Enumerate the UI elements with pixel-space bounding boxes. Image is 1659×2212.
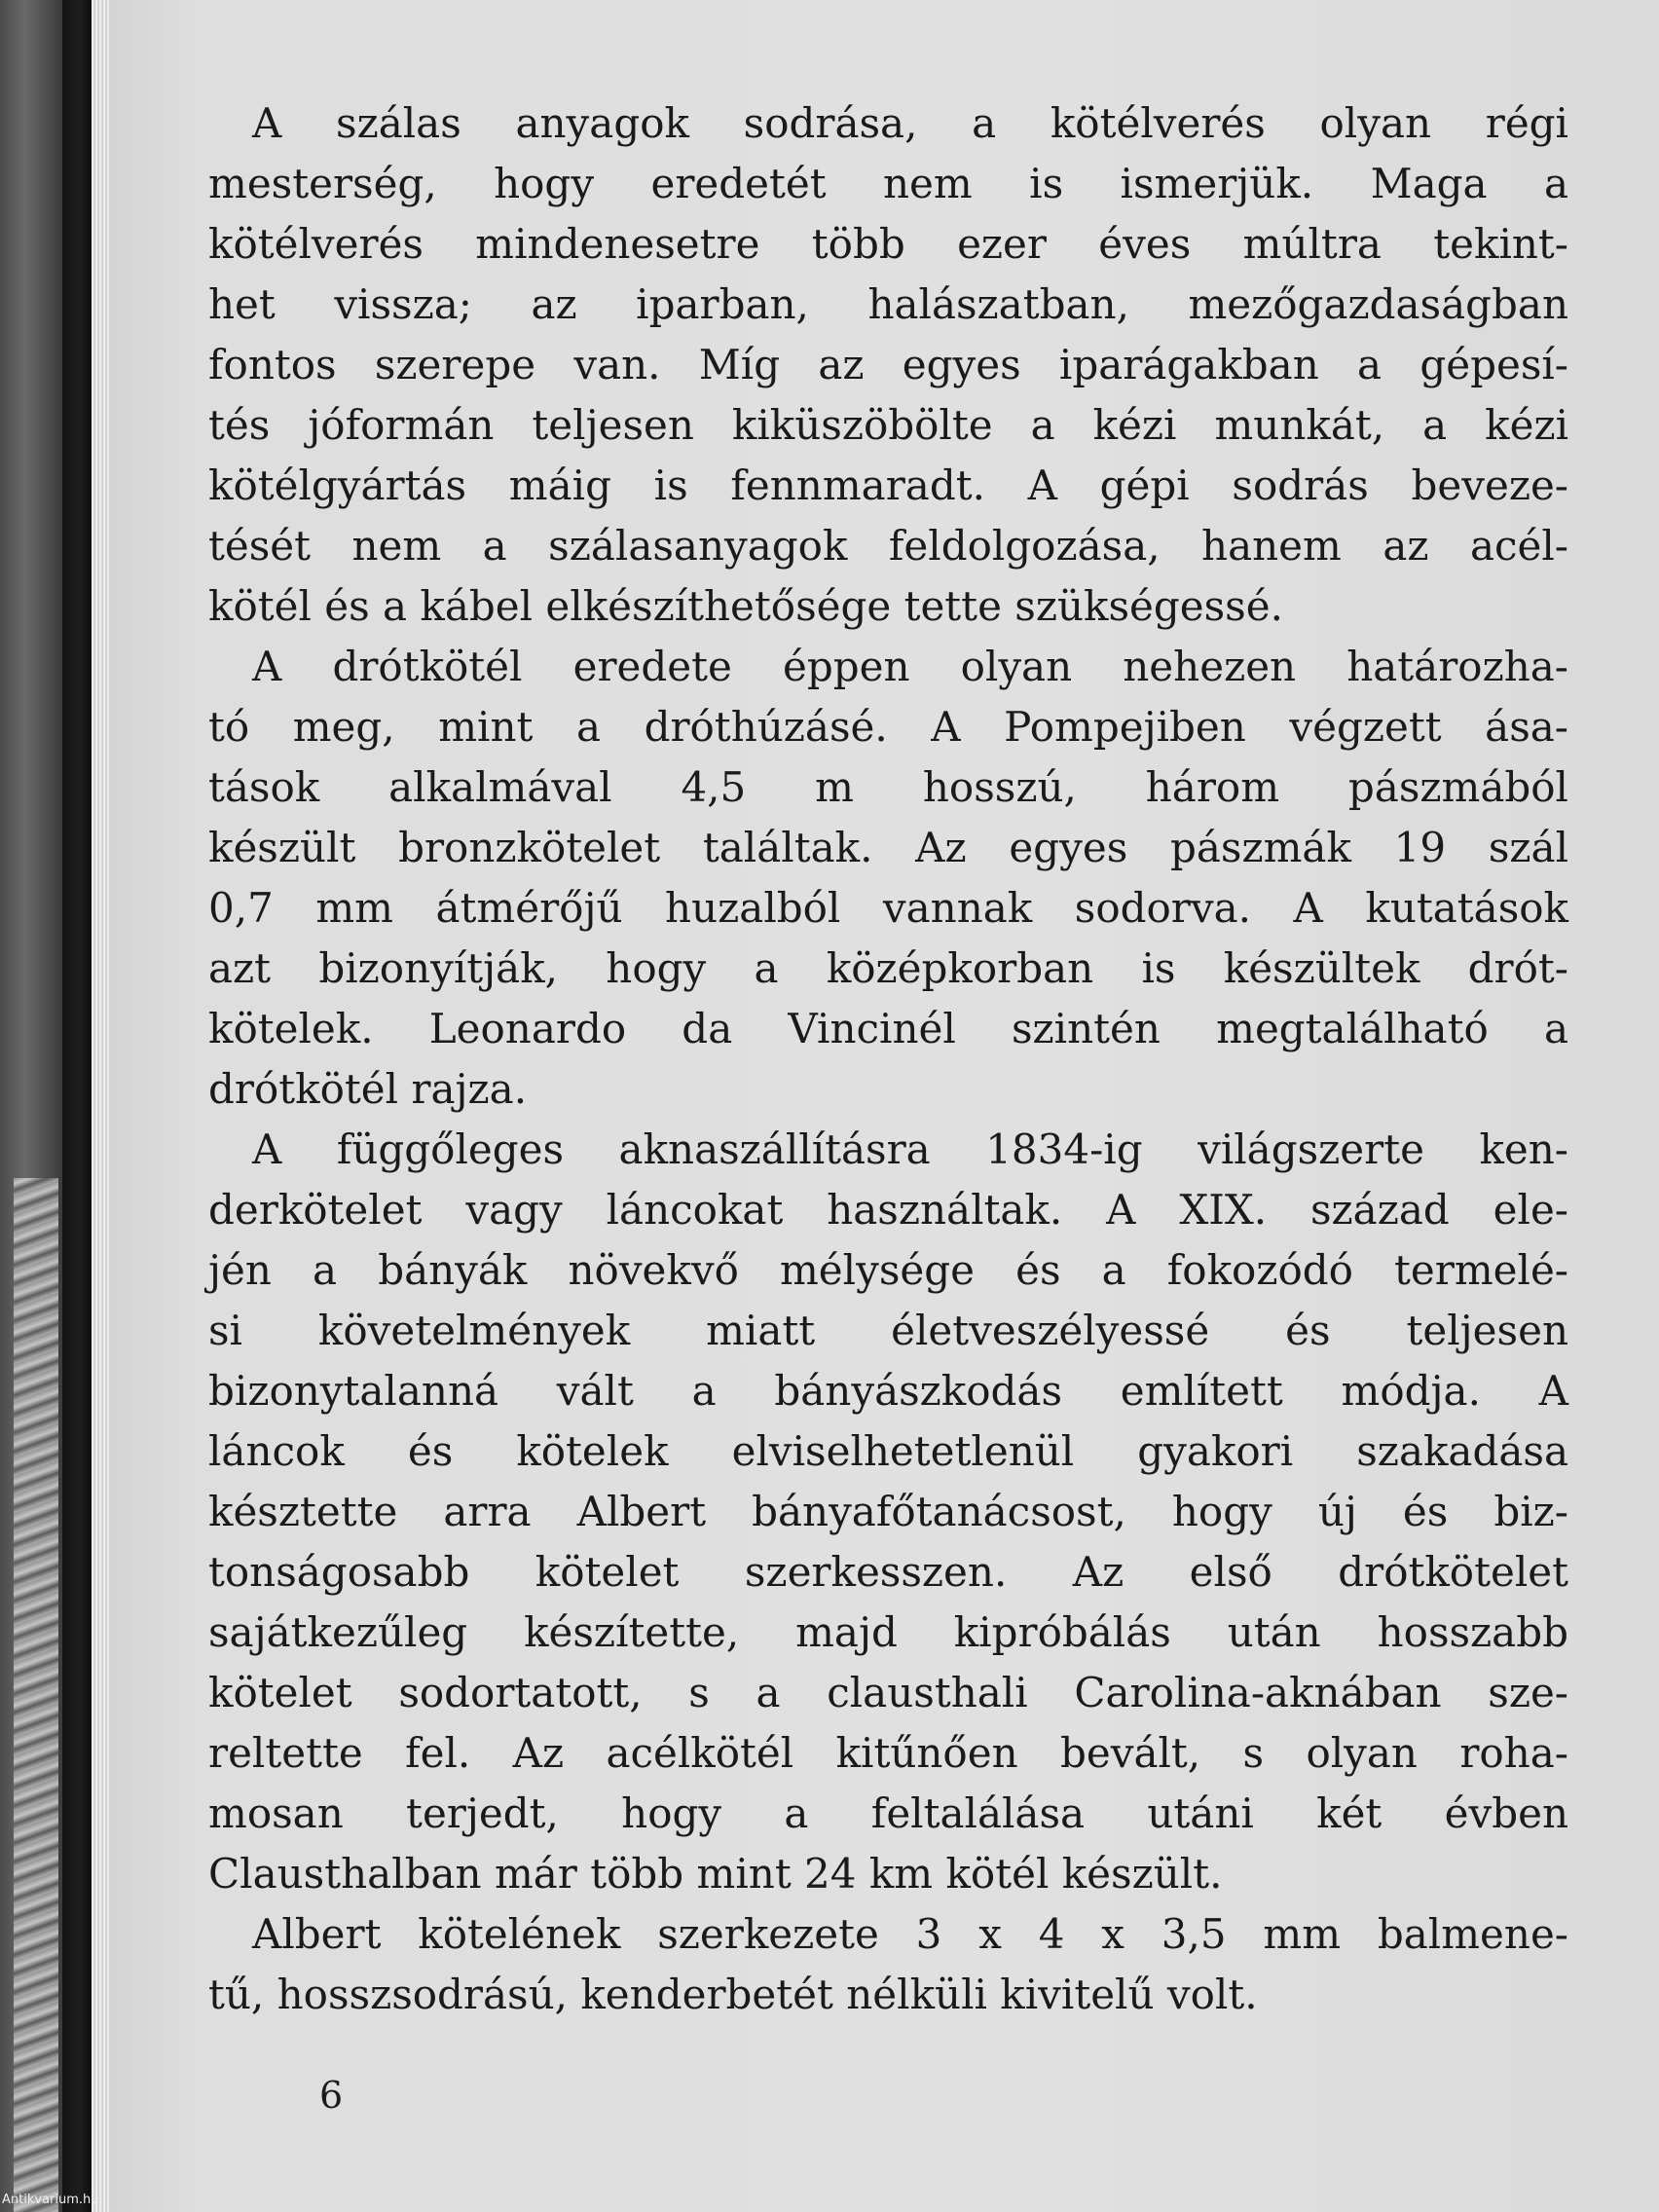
text-line: fontos szerepe van. Míg az egyes iparágakban a gépesí- xyxy=(208,341,1568,388)
page-stack-edges xyxy=(92,0,111,2212)
text-line: tó meg, mint a dróthúzásé. A Pompejiben végzett ása- xyxy=(208,703,1568,751)
rope-illustration-edge xyxy=(14,1178,58,2212)
text-line: si követelmények miatt életveszélyessé és teljesen xyxy=(208,1307,1568,1354)
text-line: kötél és a kábel elkészíthetősége tette szükségessé. xyxy=(208,582,1283,630)
text-line: jén a bányák növekvő mélysége és a fokozódó termelé- xyxy=(208,1246,1568,1294)
text-line: 0,7 mm átmérőjű huzalból vannak sodorva. A kutatások xyxy=(208,884,1568,932)
text-line: Clausthalban már több mint 24 km kötél készült. xyxy=(208,1850,1223,1898)
page-number: 6 xyxy=(319,2074,344,2117)
paragraph xyxy=(208,1120,1568,1904)
text-line: azt bizonyítják, hogy a középkorban is készültek drót- xyxy=(208,944,1568,992)
text-line: tű, hosszsodrású, kenderbetét nélküli kivitelű volt. xyxy=(208,1971,1258,2018)
text-line: készült bronzkötelet találtak. Az egyes pászmák 19 szál xyxy=(208,824,1568,871)
watermark-logo-text: Antikvarium.hu xyxy=(2,2193,99,2207)
paragraph xyxy=(208,93,1568,637)
text-line: mesterség, hogy eredetét nem is ismerjük. Maga a xyxy=(208,160,1568,207)
text-line: bizonytalanná vált a bányászkodás említett módja. A xyxy=(208,1367,1568,1415)
text-line: láncok és kötelek elviselhetetlenül gyakori szakadása xyxy=(208,1427,1568,1475)
text-line: tonságosabb kötelet szerkesszen. Az első drótkötelet xyxy=(208,1548,1568,1596)
text-line: kötélgyártás máig is fennmaradt. A gépi sodrás beveze- xyxy=(208,461,1568,509)
text-line: mosan terjedt, hogy a feltalálása utáni két évben xyxy=(208,1789,1568,1837)
text-line: drótkötél rajza. xyxy=(208,1065,528,1113)
paragraph xyxy=(208,1904,1568,2025)
text-line: kötélverés mindenesetre több ezer éves múltra tekint- xyxy=(208,220,1568,268)
text-line: Albert kötelének szerkezete 3 x 4 x 3,5 mm balmene- xyxy=(252,1910,1568,1958)
text-line: het vissza; az iparban, halászatban, mezőgazdaságban xyxy=(208,280,1568,328)
text-line: kötelet sodortatott, s a clausthali Carolina-aknában sze- xyxy=(208,1669,1568,1716)
text-line: derkötelet vagy láncokat használtak. A XIX. század ele- xyxy=(208,1186,1568,1234)
text-line: A szálas anyagok sodrása, a kötélverés olyan régi xyxy=(252,99,1568,147)
text-line: tés jóformán teljesen kiküszöbölte a kézi munkát, a kézi xyxy=(208,401,1568,449)
text-line: sajátkezűleg készítette, majd kipróbálás után hosszabb xyxy=(208,1608,1568,1656)
text-line: A függőleges aknaszállításra 1834-ig világszerte ken- xyxy=(252,1125,1568,1173)
paragraph xyxy=(208,637,1568,1120)
text-line: késztette arra Albert bányafőtanácsost, hogy új és biz- xyxy=(208,1488,1568,1535)
text-line: tások alkalmával 4,5 m hosszú, három pászmából xyxy=(208,763,1568,811)
text-line: A drótkötél eredete éppen olyan nehezen határozha- xyxy=(252,643,1568,690)
text-line: tését nem a szálasanyagok feldolgozása, hanem az acél- xyxy=(208,522,1568,570)
text-line: kötelek. Leonardo da Vincinél szintén megtalálható a xyxy=(208,1005,1568,1052)
book-spine-gutter xyxy=(62,0,92,2212)
text-line: reltette fel. Az acélkötél kitűnően bevált, s olyan roha- xyxy=(208,1729,1568,1777)
body-text xyxy=(208,93,1568,2025)
